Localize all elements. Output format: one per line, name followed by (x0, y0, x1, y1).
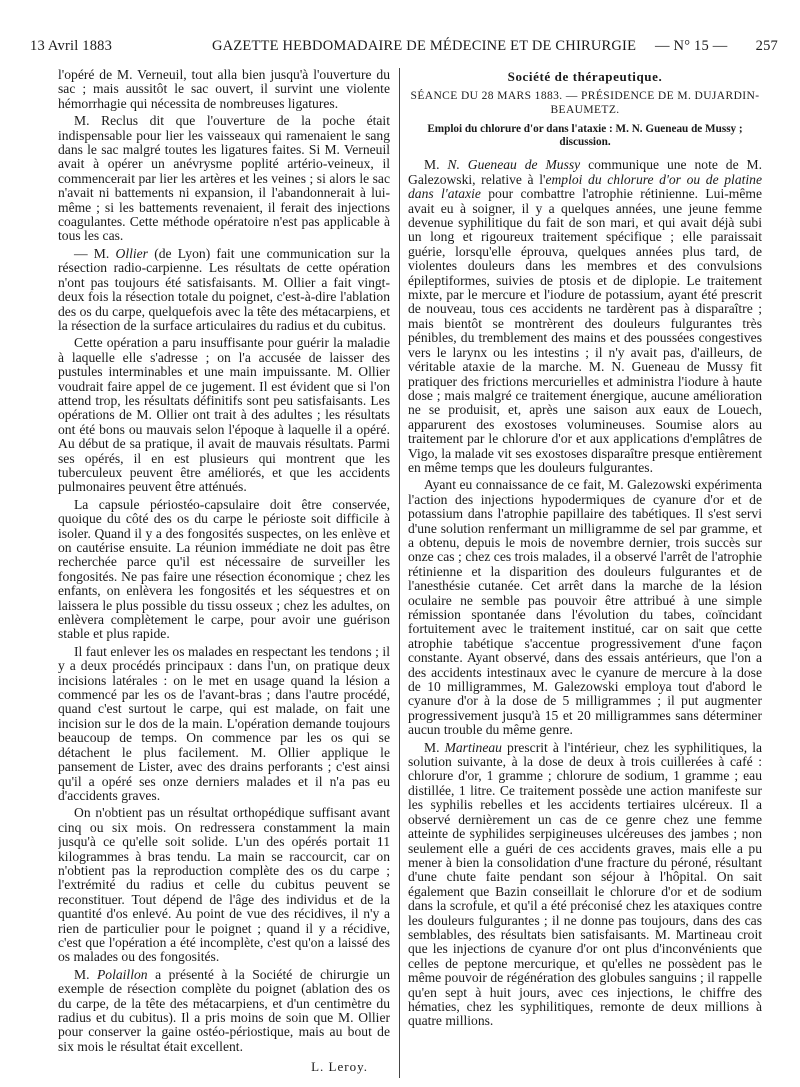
text-run: prescrit à l'intérieur, chez les syphilitiques, la solution suivante, à la dose de deux à trois cuillerées à café : chlorure d'or, 1 gramme ; chlorure de sodium, 1 gramme ; eau distillée, 1 litre. Ce traitement possède une action manifeste sur les syphilis rebelles et les accidents tertiaires ulcéreux. Il a observé dernièrement un cas de ce genre chez une femme atteinte de syphilides serpigineuses ulcéreuses des jambes ; non seulement elle a guéri de ces accidents graves, mais elle a pu mener à bien la consolidation d'une fracture du péroné, résultant d'une chute faite pendant son séjour à l'hôpital. On sait également que Bazin conseillait le chlorure d'or et de sodium dans la scrofule, et qu'il a été préconisé chez les ataxiques contre les douleurs fulgurantes ; il ne donne pas toujours, dans des cas semblables, des résultats bien satisfaisants. M. Martineau croit que les injections de cyanure d'or ont plus d'inconvénients que celles de peptone mercurique, et qu'elles ne possèdent pas le même pouvoir de régénération des globules sanguins ; il rappelle qu'en sept à huit jours, avec ces injections, le chiffre des hématies, chez les syphilitiques, remonte de deux millions à quatre millions. (408, 739, 762, 1029)
section-title: Société de thérapeutique. (507, 69, 663, 84)
header-date: 13 Avril 1883 (30, 38, 113, 54)
right-column (408, 68, 762, 1032)
text-run: M. (74, 966, 97, 982)
italic-phrase: emploi du chlorure d'or ou de platine dans l'ataxie (408, 171, 762, 202)
paragraph (408, 158, 762, 475)
column-divider (399, 68, 400, 1078)
paragraph: La capsule périostéo-capsulaire doit être conservée, quoique du côté des os du carpe le périoste soit difficile à isoler. Quand il y a des fongosités suspectes, on les enlève et on cautérise ensuite. La réunion immédiate ne doit pas être recherchée parce qu'il est nécessaire de surveiller les fongosités. Ne pas faire une résection économique ; chez les enfants, on enlèvera les fongosités et les séquestres et on laissera le plus possible du tissu osseux ; chez les adultes, on enlèvera complètement le carpe, pour avoir une guérison stable et plus rapide. (58, 496, 390, 642)
paragraph: l'opéré de M. Verneuil, tout alla bien jusqu'à l'ouverture du sac ; mais aussitôt le sac ouvert, il survint une violente hémorrhagie qui nécessita de nombreuses ligatures. (58, 68, 390, 111)
text-run: M. (424, 157, 448, 173)
author-signature: L. Leroy. (311, 1059, 368, 1075)
paragraph: On n'obtient pas un résultat orthopédique suffisant avant cinq ou six mois. On redressera constamment la main jusqu'à ce qu'elle soit solide. L'un des opérés portait 11 kilogrammes à bras tendu. La main se raccourcit, car on n'obtient pas la reproduction complète des os du carpe ; l'extrémité du radius et celle du cubitus peuvent se reconstituer. Tout dépend de l'âge des individus et de la quantité d'os enlevé. Au point de vue des récidives, il n'y a rien de particulier pour le poignet ; quand il y a récidive, c'est que l'opération a été incomplète, c'est qu'on a laissé des os malades ou des fongosités. (58, 805, 390, 965)
text-run: (de Lyon) fait une communication sur la résection radio-carpienne. Les résultats de cette opération n'ont pas toujours été satisfaisants. M. Ollier a fait vingt-deux fois la résection totale du poignet, c'est-à-dire l'ablation des os du carpe, quelquefois avec la tête des métacarpiens, et la résection de la surface articulaires du radius et du cubitus. (58, 245, 390, 333)
text-run: a présenté à la Société de chirurgie un exemple de résection complète du poignet (ablation des os du carpe, de la tête des métacarpiens, et d'un centimètre du radius et du cubitus). Il a pris moins de soin que M. Ollier pour conserver la gaine ostéo-périostique, mais au bout de six mois le résultat était excellent. (58, 966, 390, 1054)
person-name: N. Gueneau de Mussy (447, 157, 581, 173)
header-page-number: 257 (755, 38, 778, 54)
header-title: GAZETTE HEBDOMADAIRE DE MÉDECINE ET DE CHIRURGIE (212, 38, 637, 54)
person-name: Martineau (444, 739, 502, 755)
text-run: M. (424, 739, 445, 755)
text-run: communique une note de M. Galezowski, relative à l' (408, 157, 762, 187)
person-name: Polaillon (96, 966, 148, 982)
left-column (58, 68, 390, 1078)
person-name: Ollier (115, 245, 148, 261)
text-run: — M. (74, 245, 116, 261)
session-heading: SÉANCE DU 28 MARS 1883. — PRÉSIDENCE DE M. DUJARDIN-BEAUMETZ. (410, 90, 760, 116)
paragraph: M. Reclus dit que l'ouverture de la poche était indispensable pour lier les vaisseaux qui ramenaient le sang dans le sac malgré toutes les ligatures faites. Si M. Verneuil avait à opérer un anévrysme poplité artério-veineux, il commencerait par lier les artères et les veines ; si alors le sac n'avait ni battements ni expansion, il l'abandonnerait à lui-même ; si les battements revenaient, il ferait des injections coagulantes. Cette méthode opératoire n'est pas applicable à tous les cas. (58, 113, 390, 244)
paragraph (408, 741, 762, 1029)
text-run: pour combattre l'atrophie rétinienne. Lui-même avait eu à soigner, il y a quelques années, une jeune femme devenue syphilitique du fait de son mari, et qui avait déjà subi un long et rigoureux traitement spécifique ; elle paraissait guérie, lorsqu'elle éprouva, quelques années plus tard, de violentes douleurs dans les membres et des convulsions épileptiformes, suivies de ptosis et de diplopie. Le traitement mixte, par le mercure et l'iodure de potassium, ayant été prescrit de nouveau, tous ces accidents ne tardèrent pas à disparaître ; mais bientôt se montrèrent des douleurs fulgurantes très pénibles, du tremblement des mains et des poussées congestives vers le larynx ou les intestins ; il n'y avait pas, d'ailleurs, de véritable ataxie de la marche. M. N. Gueneau de Mussy fit pratiquer des frictions mercurielles et administra l'iodure à haute dose ; mais malgré ce traitement énergique, aucune amélioration ne se produisit, et, après une saison aux eaux de Louech, apparurent des exostoses volumineuses. Soumise alors au traitement par le chlorure d'or et aux applications d'emplâtres de Vigo, la malade vit ses exostoses disparaître presque entièrement en même temps que les douleurs fulgurantes. (408, 186, 762, 475)
paragraph: Ayant eu connaissance de ce fait, M. Galezowski expérimenta l'action des injections hypodermiques de cyanure d'or et de potassium dans l'atrophie papillaire des tabétiques. Il s'est servi d'une solution renfermant un milligramme de sel par gramme, et a obtenu, depuis le mois de novembre dernier, trois succès sur onze cas ; chez ces trois malades, il a observé l'arrêt de l'atrophie rétinienne et la disparition des douleurs fulgurantes et de l'anesthésie cutanée. Cet arrêt dans la marche de la lésion oculaire ne semble pas pouvoir être attribué à une simple rémission spontanée dans l'évolution du tabes, coïncidant fortuitement avec le traitement institué, car on sait que cette atrophie tabétique s'accentue progressivement d'une façon constante. Ayant observé, dans des essais antérieurs, que l'on a des accidents intestinaux avec le cyanure de mercure à la dose de 10 milligrammes, M. Galezowski employa tout d'abord le cyanure d'or à la dose de 5 milligrammes ; il put augmenter progressivement jusqu'à 15 et 20 milligrammes sans déterminer aucun trouble du même genre. (408, 477, 762, 738)
paragraph (58, 968, 390, 1054)
running-header (30, 38, 778, 60)
article-subtitle: Emploi du chlorure d'or dans l'ataxie : M. N. Gueneau de Mussy ; discussion. (427, 123, 743, 149)
paragraph: Cette opération a paru insuffisante pour guérir la maladie à laquelle elle s'adresse ; on l'a accusée de laisser des pustules interminables et une main impuissante. M. Ollier voudrait faire appel de ce jugement. Il est évident que si l'on attend trop, les résultats définitifs sont peu satisfaisants. Les opérations de M. Ollier ont trait à des adultes ; les résultats ont été bons ou mauvais selon l'époque à laquelle il a opéré. Au début de sa pratique, il avait de mauvais résultats. Parmi ses opérés, il en est plusieurs qui montrent que les tuberculeux peuvent être améliorés, et que les accidents pulmonaires peuvent être atténués. (58, 335, 390, 495)
paragraph: Il faut enlever les os malades en respectant les tendons ; il y a deux procédés principaux : dans l'un, on pratique deux incisions latérales : on le met en usage quand la lésion a commencé par les os de l'avant-bras ; dans l'autre procédé, quand c'est surtout le carpe, qui est malade, on fait une incision sur le dos de la main. L'opération demande toujours beaucoup de temps. On commence par les os qui se détachent le plus facilement. M. Ollier applique le pansement de Lister, avec des drains perforants ; c'est ainsi qu'il a opéré ses onze derniers malades et il n'a pas eu d'accidents graves. (58, 643, 390, 803)
header-issue-number: — N° 15 — (655, 38, 728, 54)
paragraph (58, 247, 390, 333)
